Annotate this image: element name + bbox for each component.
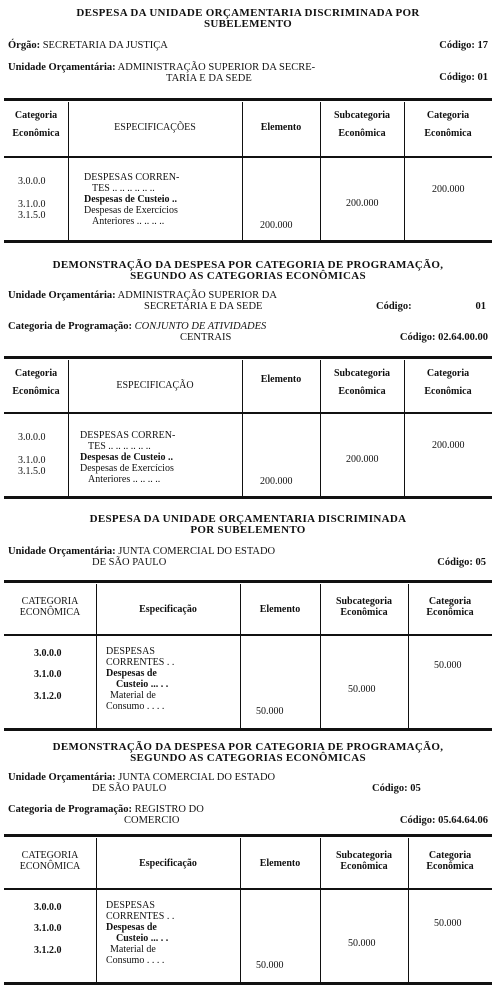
- spec-line: TES .. .. .. .. .. ..: [92, 183, 155, 194]
- spec-line: TES .. .. .. .. .. ..: [88, 441, 151, 452]
- programacao-value-1: CONJUNTO DE ATIVIDADES: [134, 321, 267, 332]
- code-cell: 3.1.5.0: [18, 210, 46, 221]
- table-top-rule: [4, 356, 492, 359]
- code-cell: 3.1.0.0: [18, 199, 46, 210]
- unidade-value-2: DE SÃO PAULO: [92, 557, 167, 568]
- subcategoria-value: 200.000: [346, 454, 379, 465]
- spec-line: Material de: [110, 690, 156, 701]
- header-text: Econômica: [424, 386, 472, 397]
- header-categoria-economica: [408, 850, 492, 872]
- unidade-value-1: JUNTA COMERCIAL DO ESTADO: [118, 546, 276, 557]
- section-title: [0, 514, 496, 536]
- table-top-rule: [4, 580, 492, 583]
- subcategoria-value: 50.000: [348, 684, 376, 695]
- header-text: Econômica: [424, 128, 472, 139]
- spec-cell: [106, 646, 174, 712]
- programacao-value-2: CENTRAIS: [180, 332, 232, 343]
- title-line: SUBELEMENTO: [203, 18, 293, 30]
- data-table: [4, 834, 492, 988]
- header-text: Econômica: [340, 607, 388, 618]
- unidade-value-1: JUNTA COMERCIAL DO ESTADO: [118, 772, 276, 783]
- header-text: Econômica: [12, 386, 60, 397]
- code-cell: 3.0.0.0: [18, 176, 46, 187]
- spec-line: Despesas de: [106, 668, 157, 679]
- header-subcategoria: [320, 368, 404, 398]
- header-especificacao: Especificação: [139, 858, 197, 869]
- orgao-line: [8, 40, 168, 51]
- header-categoria: [4, 110, 68, 140]
- header-text: Subcategoria: [333, 110, 391, 121]
- orgao-value: SECRETARIA DA JUSTIÇA: [42, 40, 168, 51]
- header-especificacoes: ESPECIFICAÇÕES: [114, 122, 196, 133]
- programacao-label: Categoria de Programação:: [8, 321, 133, 332]
- title-line: DESPESA DA UNIDADE ORÇAMENTARIA DISCRIMINADA: [89, 513, 407, 525]
- header-categoria-economica: [404, 110, 492, 140]
- header-text: CATEGORIA: [21, 850, 79, 861]
- spec-line: Anteriores .. .. .. ..: [92, 216, 165, 227]
- header-elemento: Elemento: [259, 858, 301, 869]
- spec-line: Custeio ... . .: [116, 933, 169, 944]
- programacao-code: Código: 02.64.00.00: [399, 332, 488, 343]
- table-bottom-rule: [4, 982, 492, 985]
- header-elemento: Elemento: [260, 374, 302, 385]
- header-categoria-economica: [408, 596, 492, 618]
- spec-line: Consumo . . . .: [106, 701, 165, 712]
- spec-line: Despesas de Exercícios: [84, 205, 178, 216]
- section-title: [0, 742, 496, 764]
- elemento-value: 50.000: [256, 706, 284, 717]
- spec-line: Custeio ... . .: [116, 679, 169, 690]
- code-cell: 3.1.0.0: [34, 923, 62, 934]
- subcategoria-value: 200.000: [346, 198, 379, 209]
- table-header-rule: [4, 888, 492, 890]
- title-line: DEMONSTRAÇÃO DA DESPESA POR CATEGORIA DE PROGRAMAÇÃO,: [52, 259, 444, 271]
- categoria-value: 50.000: [434, 918, 462, 929]
- header-elemento: Elemento: [259, 604, 301, 615]
- header-text: Categoria: [426, 110, 470, 121]
- unidade-code: Código:: [376, 301, 412, 312]
- code-cell: 3.1.2.0: [34, 945, 62, 956]
- unidade-label: Unidade Orçamentária:: [8, 772, 116, 783]
- unidade-value-2: TARIA E DA SEDE: [166, 73, 252, 84]
- table-bottom-rule: [4, 728, 492, 731]
- section-1: [0, 0, 496, 250]
- code-cell: 3.0.0.0: [34, 648, 62, 659]
- header-elemento: Elemento: [260, 122, 302, 133]
- header-text: Categoria: [14, 110, 58, 121]
- section-3: [0, 510, 496, 738]
- code-cell: 3.0.0.0: [18, 432, 46, 443]
- header-text: Categoria: [428, 850, 472, 861]
- subcategoria-value: 50.000: [348, 938, 376, 949]
- title-line: SEGUNDO AS CATEGORIAS ECONÔMICAS: [130, 270, 366, 282]
- header-categoria: [4, 850, 96, 872]
- unidade-line: [8, 62, 315, 73]
- header-text: Categoria: [428, 596, 472, 607]
- spec-line: DESPESAS: [106, 646, 155, 657]
- table-header-rule: [4, 412, 492, 414]
- section-title: [0, 260, 496, 282]
- spec-line: Despesas de Custeio ..: [80, 452, 174, 463]
- header-text: Econômica: [338, 128, 386, 139]
- header-categoria-economica: [404, 368, 492, 398]
- spec-line: Despesas de: [106, 922, 157, 933]
- code-cell: 3.1.5.0: [18, 466, 46, 477]
- unidade-code-value: 01: [475, 301, 486, 312]
- categoria-value: 50.000: [434, 660, 462, 671]
- orgao-code: Código: 17: [439, 40, 488, 51]
- table-header-rule: [4, 634, 492, 636]
- elemento-value: 200.000: [260, 220, 293, 231]
- spec-line: Despesas de Exercícios: [80, 463, 174, 474]
- header-subcategoria: [320, 110, 404, 140]
- unidade-code: Código: 05: [372, 783, 421, 794]
- section-4: [0, 738, 496, 990]
- code-cell: 3.1.0.0: [18, 455, 46, 466]
- programacao-line: [8, 804, 204, 815]
- header-subcategoria: [320, 850, 408, 872]
- spec-line: DESPESAS CORREN-: [84, 172, 180, 183]
- header-text: Subcategoria: [335, 596, 393, 607]
- unidade-line: [8, 546, 275, 557]
- data-table: [4, 98, 492, 248]
- spec-line: DESPESAS: [106, 900, 155, 911]
- header-text: Econômica: [12, 128, 60, 139]
- header-text: Subcategoria: [333, 368, 391, 379]
- spec-line: CORRENTES . .: [106, 657, 175, 668]
- unidade-code: Código: 01: [439, 72, 488, 83]
- header-text: Categoria: [14, 368, 58, 379]
- header-subcategoria: [320, 596, 408, 618]
- unidade-code: Código: 05: [437, 557, 486, 568]
- header-text: ECONÔMICA: [19, 607, 81, 618]
- header-text: Econômica: [426, 861, 474, 872]
- title-line: DESPESA DA UNIDADE ORÇAMENTARIA DISCRIMINADA POR: [76, 7, 420, 19]
- section-2: [0, 252, 496, 508]
- programacao-code: Código: 05.64.64.06: [399, 815, 488, 826]
- elemento-value: 50.000: [256, 960, 284, 971]
- table-header-rule: [4, 156, 492, 158]
- programacao-label: Categoria de Programação:: [8, 804, 133, 815]
- spec-cell: [106, 900, 174, 966]
- table-bottom-rule: [4, 496, 492, 499]
- data-table: [4, 580, 492, 736]
- spec-line: Anteriores .. .. .. ..: [88, 474, 161, 485]
- spec-cell: [84, 172, 179, 227]
- header-categoria: [4, 596, 96, 618]
- code-cell: 3.1.2.0: [34, 691, 62, 702]
- header-text: Econômica: [338, 386, 386, 397]
- unidade-value-1: ADMINISTRAÇÃO SUPERIOR DA SECRE-: [117, 62, 316, 73]
- data-table: [4, 356, 492, 506]
- table-top-rule: [4, 834, 492, 837]
- programacao-value-2: COMERCIO: [124, 815, 180, 826]
- title-line: DEMONSTRAÇÃO DA DESPESA POR CATEGORIA DE PROGRAMAÇÃO,: [52, 741, 444, 753]
- title-line: POR SUBELEMENTO: [190, 524, 306, 536]
- categoria-value: 200.000: [432, 440, 465, 451]
- programacao-value-1: REGISTRO DO: [134, 804, 204, 815]
- header-text: Categoria: [426, 368, 470, 379]
- spec-line: Consumo . . . .: [106, 955, 165, 966]
- header-text: Econômica: [340, 861, 388, 872]
- spec-line: Despesas de Custeio ..: [84, 194, 178, 205]
- orgao-label: Órgão:: [8, 40, 41, 51]
- categoria-value: 200.000: [432, 184, 465, 195]
- unidade-label: Unidade Orçamentária:: [8, 290, 116, 301]
- unidade-value-2: SECRETARIA E DA SEDE: [144, 301, 263, 312]
- spec-line: CORRENTES . .: [106, 911, 175, 922]
- spec-line: DESPESAS CORREN-: [80, 430, 176, 441]
- unidade-value-1: ADMINISTRAÇÃO SUPERIOR DA: [117, 290, 277, 301]
- elemento-value: 200.000: [260, 476, 293, 487]
- header-categoria: [4, 368, 68, 398]
- header-text: ECONÔMICA: [19, 861, 81, 872]
- spec-line: Material de: [110, 944, 156, 955]
- header-text: Econômica: [426, 607, 474, 618]
- section-title: [0, 8, 496, 30]
- title-line: SEGUNDO AS CATEGORIAS ECONÔMICAS: [130, 752, 366, 764]
- code-cell: 3.1.0.0: [34, 669, 62, 680]
- table-top-rule: [4, 98, 492, 101]
- unidade-value-2: DE SÃO PAULO: [92, 783, 167, 794]
- spec-cell: [80, 430, 175, 485]
- header-text: Subcategoria: [335, 850, 393, 861]
- header-text: CATEGORIA: [21, 596, 79, 607]
- header-especificacao: Especificação: [139, 604, 197, 615]
- unidade-line: [8, 290, 277, 301]
- programacao-line: [8, 321, 266, 332]
- unidade-label: Unidade Orçamentária:: [8, 546, 116, 557]
- table-bottom-rule: [4, 240, 492, 243]
- unidade-label: Unidade Orçamentária:: [8, 62, 116, 73]
- header-especificacao: ESPECIFICAÇÃO: [116, 380, 194, 391]
- code-cell: 3.0.0.0: [34, 902, 62, 913]
- unidade-line: [8, 772, 275, 783]
